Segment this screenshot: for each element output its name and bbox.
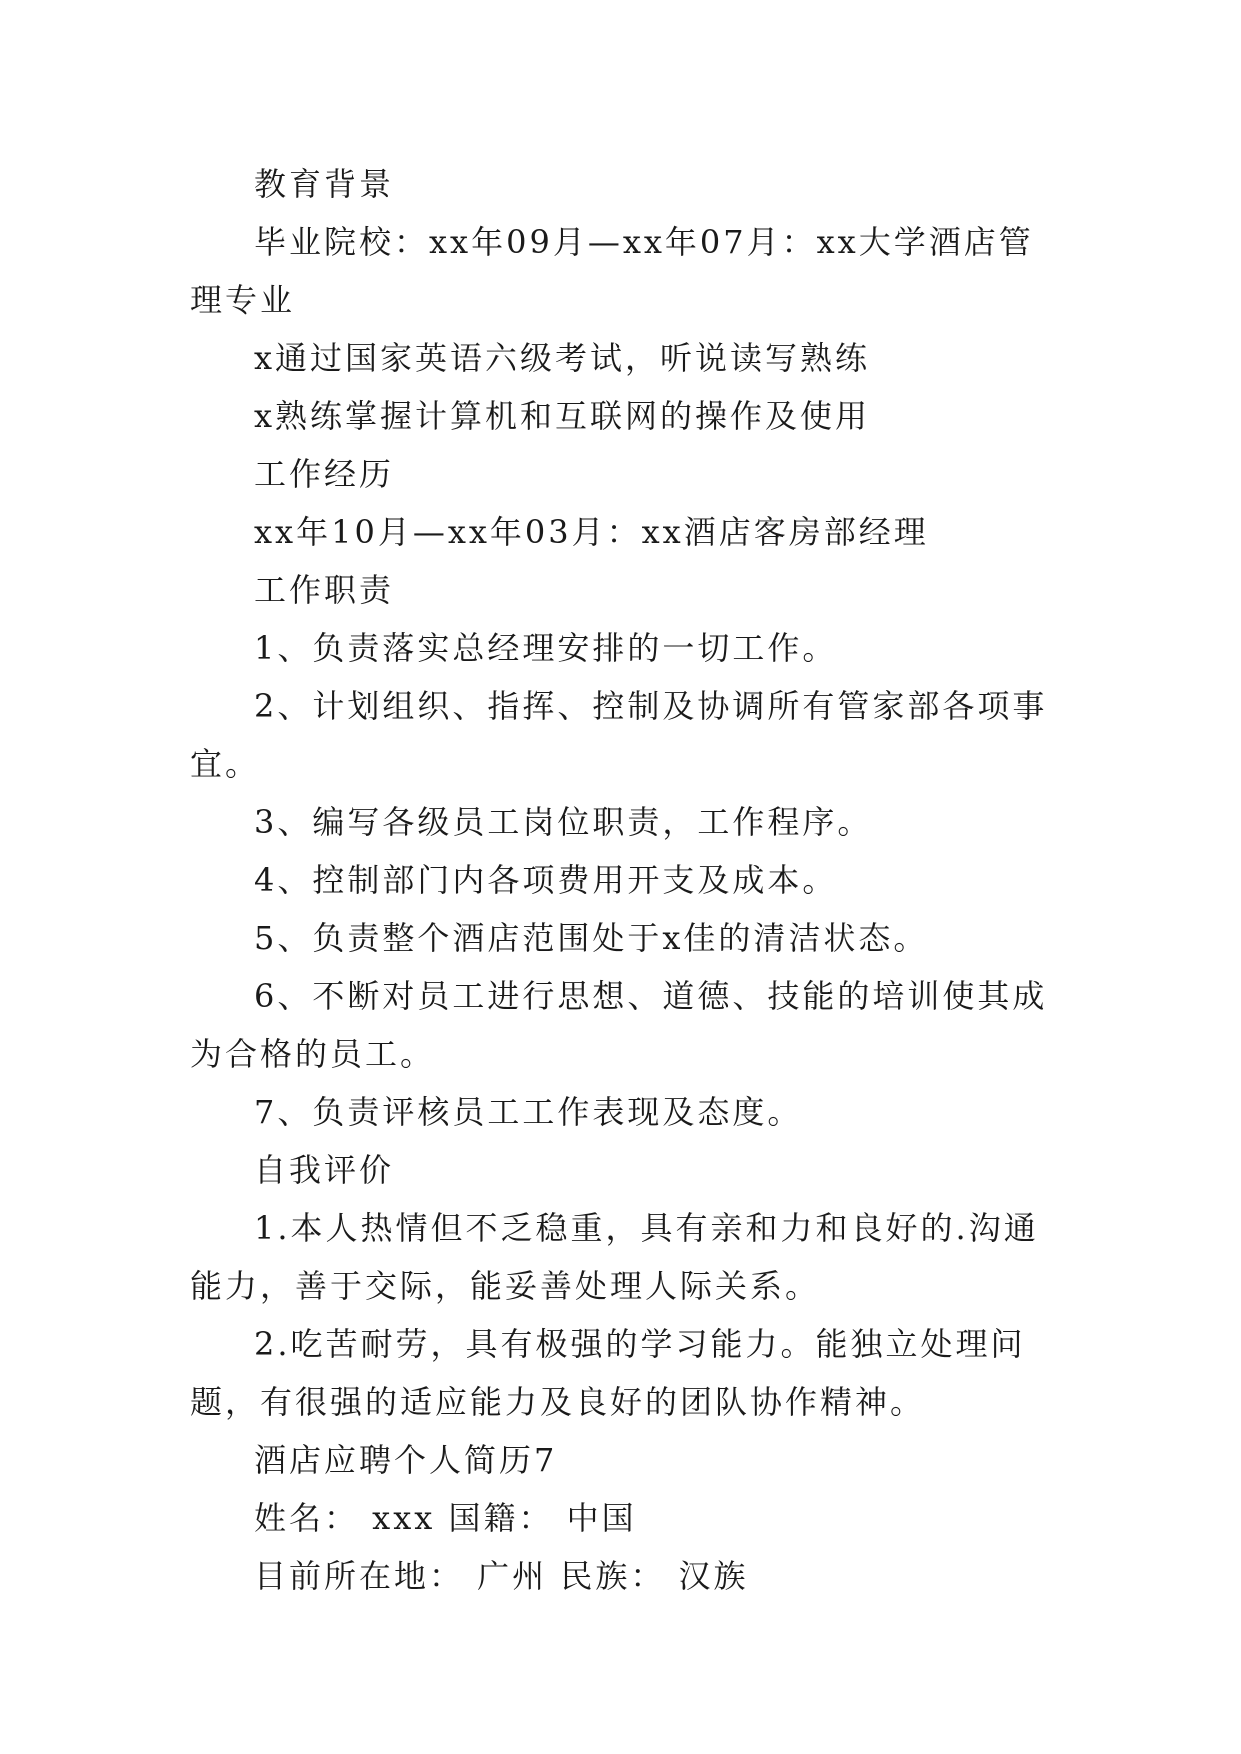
duty-item: 5、负责整个酒店范围处于x佳的清洁状态。 [254, 919, 929, 957]
self-evaluation-item: 1.本人热情但不乏稳重，具有亲和力和良好的.沟通能力，善于交际，能妥善处理人际关系。 [190, 1209, 1039, 1305]
duty-item: 4、控制部门内各项费用开支及成本。 [254, 861, 838, 899]
section-heading-self-evaluation: 自我评价 [254, 1151, 395, 1189]
self-evaluation-item: 2.吃苦耐劳，具有极强的学习能力。能独立处理问题，有很强的适应能力及良好的团队协作精神。 [190, 1325, 1026, 1421]
duty-item: 3、编写各级员工岗位职责，工作程序。 [254, 803, 873, 841]
personal-info-line: 姓名： xxx 国籍： 中国 [254, 1499, 637, 1537]
resume-title: 酒店应聘个人简历7 [254, 1441, 558, 1479]
section-heading-experience: 工作经历 [254, 455, 395, 493]
section-heading-education: 教育背景 [254, 165, 395, 203]
duty-item: 1、负责落实总经理安排的一切工作。 [254, 629, 838, 667]
document-body [190, 155, 1060, 1605]
duty-item: 6、不断对员工进行思想、道德、技能的培训使其成为合格的员工。 [190, 977, 1048, 1073]
duty-item: 2、计划组织、指挥、控制及协调所有管家部各项事宜。 [190, 687, 1048, 783]
education-item: x熟练掌握计算机和互联网的操作及使用 [254, 397, 871, 435]
section-heading-duties: 工作职责 [254, 571, 395, 609]
education-item: x通过国家英语六级考试，听说读写熟练 [254, 339, 871, 377]
education-school: 毕业院校：xx年09月—xx年07月：xx大学酒店管理专业 [190, 223, 1034, 319]
experience-entry: xx年10月—xx年03月：xx酒店客房部经理 [254, 513, 929, 551]
duty-item: 7、负责评核员工工作表现及态度。 [254, 1093, 803, 1131]
personal-info-line: 目前所在地： 广州 民族： 汉族 [254, 1557, 749, 1595]
